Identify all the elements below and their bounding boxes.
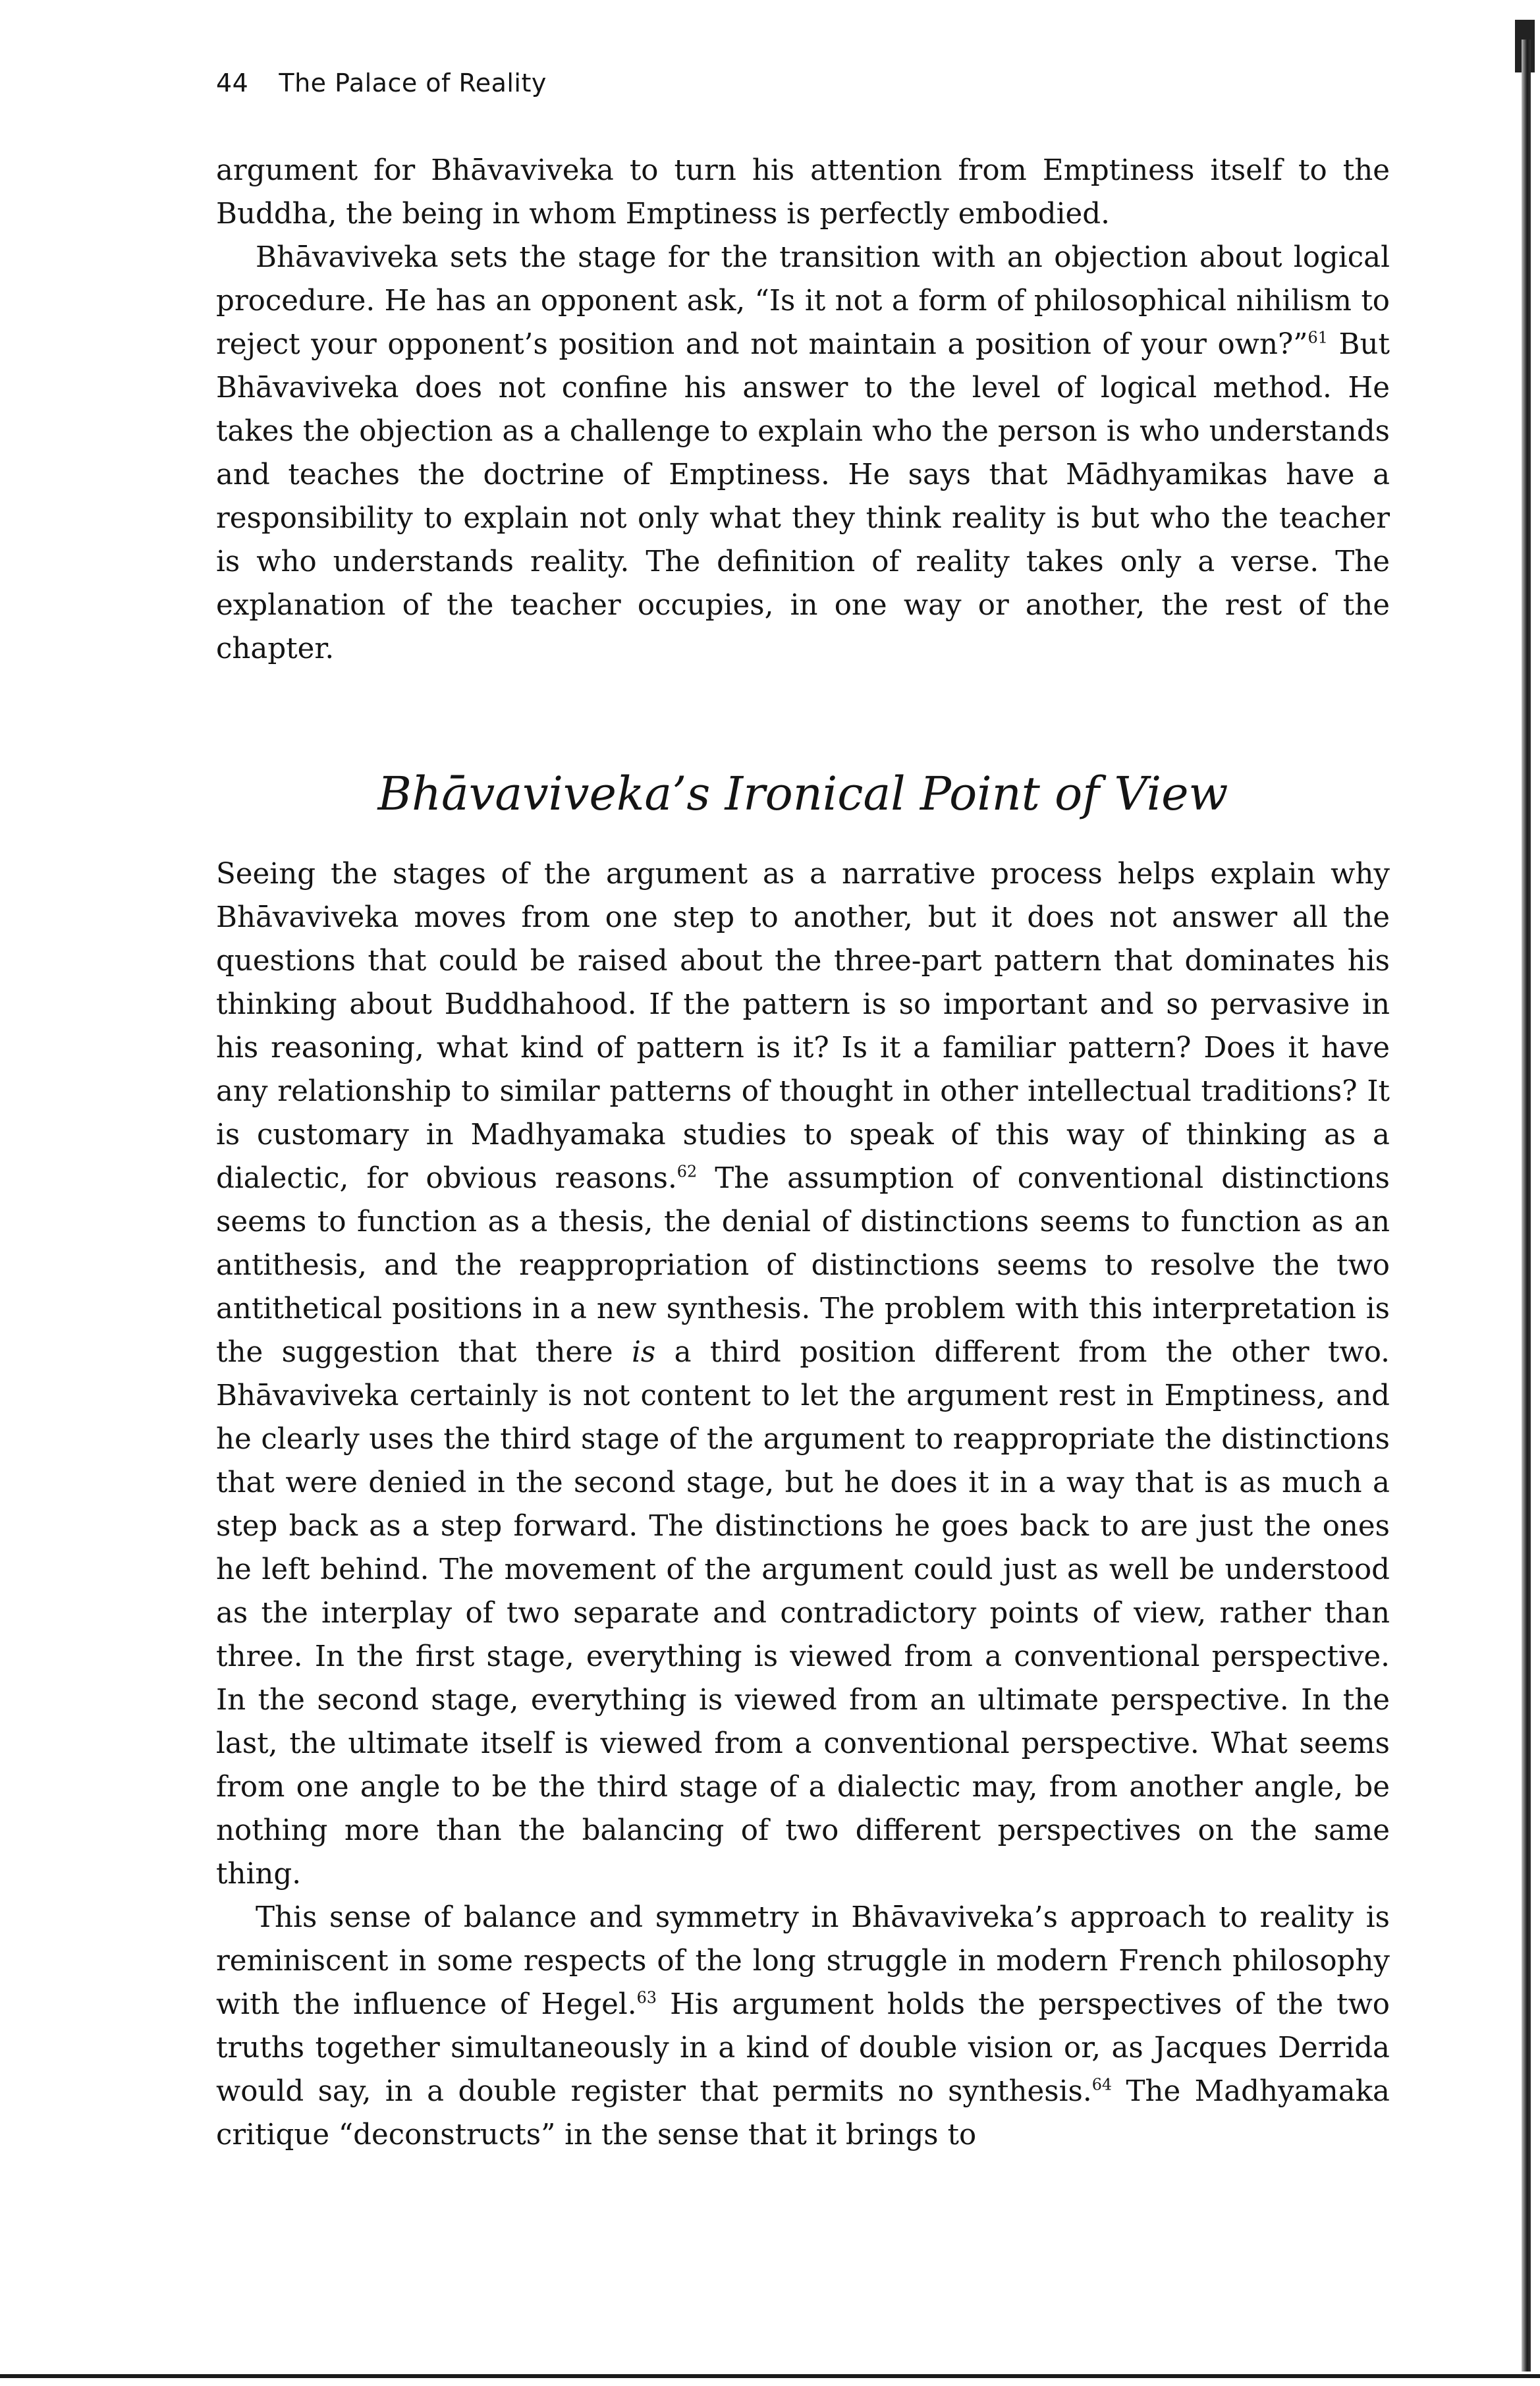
footnote-ref-63: 63 [636, 1988, 657, 2007]
top-text-block [216, 149, 1390, 671]
footnote-ref-61: 61 [1307, 328, 1328, 347]
emphasis-is: is [631, 1336, 656, 1369]
paragraph-text: His argument holds the perspectives of the two truths together simultaneously in a kind of double vision or, as Jacques Derrida would say, in a double register that permits no synthesis. [216, 1988, 1390, 2108]
footnote-ref-62: 62 [676, 1162, 698, 1181]
page-number: 44 [216, 69, 249, 97]
main-text-block [216, 852, 1390, 2157]
scan-page-edge-bottom [0, 2374, 1540, 2378]
section-heading: Bhāvaviveka’s Ironical Point of View [377, 767, 1228, 821]
paragraph-objection [216, 236, 1390, 671]
paragraph-text: This sense of balance and symmetry in Bhāvaviveka’s approach to reality is reminiscent in some respects of the long struggle in modern French philosophy with the influence of Hegel. [216, 1901, 1390, 2021]
scan-page-edge-right [1522, 40, 1531, 2372]
paragraph-balance [216, 1896, 1390, 2157]
paragraph-text: Bhāvaviveka sets the stage for the transition with an objection about logical procedure. He has an opponent ask, “Is it not a form of philosophical nihilism to reject your opponent’s position and not maintain a position of your own?” [216, 241, 1390, 361]
paragraph-text: The Madhyamaka critique “deconstructs” in the sense that it brings to [216, 2075, 1390, 2151]
paragraph-dialectic [216, 852, 1390, 1896]
paragraph-text: a third position different from the other two. Bhāvaviveka certainly is not content to let the argument rest in Emptiness, and he clearly uses the third stage of the argument to reappropriate the distinctions that were denied in the second stage, but he does it in a way that is as much a step back as a step forward. The distinctions he goes back to are just the ones he left behind. The movement of the argument could just as well be understood as the interplay of two separate and contradictory points of view, rather than three. In the first stage, everything is viewed from a conventional perspective. In the second stage, everything is viewed from an ultimate perspective. In the last, the ultimate itself is viewed from a conventional perspective. What seems from one angle to be the third stage of a dialectic may, from another angle, be nothing more than the balancing of two different perspectives on the same thing. [216, 1336, 1390, 1891]
paragraph-text: Seeing the stages of the argument as a narrative process helps explain why Bhāvaviveka moves from one step to another, but it does not answer all the questions that could be raised about the three-part pattern that dominates his thinking about Buddhahood. If the pattern is so important and so pervasive in his reasoning, what kind of pattern is it? Is it a familiar pattern? Does it have any relationship to similar patterns of thought in other intellectual traditions? It is customary in Madhyamaka studies to speak of this way of thinking as a dialectic, for obvious reasons. [216, 858, 1390, 1195]
paragraph-text: But Bhāvaviveka does not confine his answer to the level of logical method. He takes the objection as a challenge to explain who the person is who understands and teaches the doctrine of Emptiness. He says that Mādhyamikas have a responsibility to explain not only what they think reality is but who the teacher is who understands reality. The definition of reality takes only a verse. The explanation of the teacher occupies, in one way or another, the rest of the chapter. [216, 328, 1390, 665]
paragraph-continuation [216, 149, 1390, 236]
footnote-ref-64: 64 [1091, 2075, 1113, 2094]
running-head [216, 69, 547, 97]
paragraph-text: argument for Bhāvaviveka to turn his attention from Emptiness itself to the Buddha, the being in whom Emptiness is perfectly embodied. [216, 154, 1390, 231]
book-title: The Palace of Reality [279, 69, 547, 97]
paragraph-text: The assumption of conventional distinctions seems to function as a thesis, the denial of distinctions seems to function as an antithesis, and the reappropriation of distinctions seems to resolve the two antithetical positions in a new synthesis. The problem with this interpretation is the suggestion that there [216, 1162, 1390, 1369]
